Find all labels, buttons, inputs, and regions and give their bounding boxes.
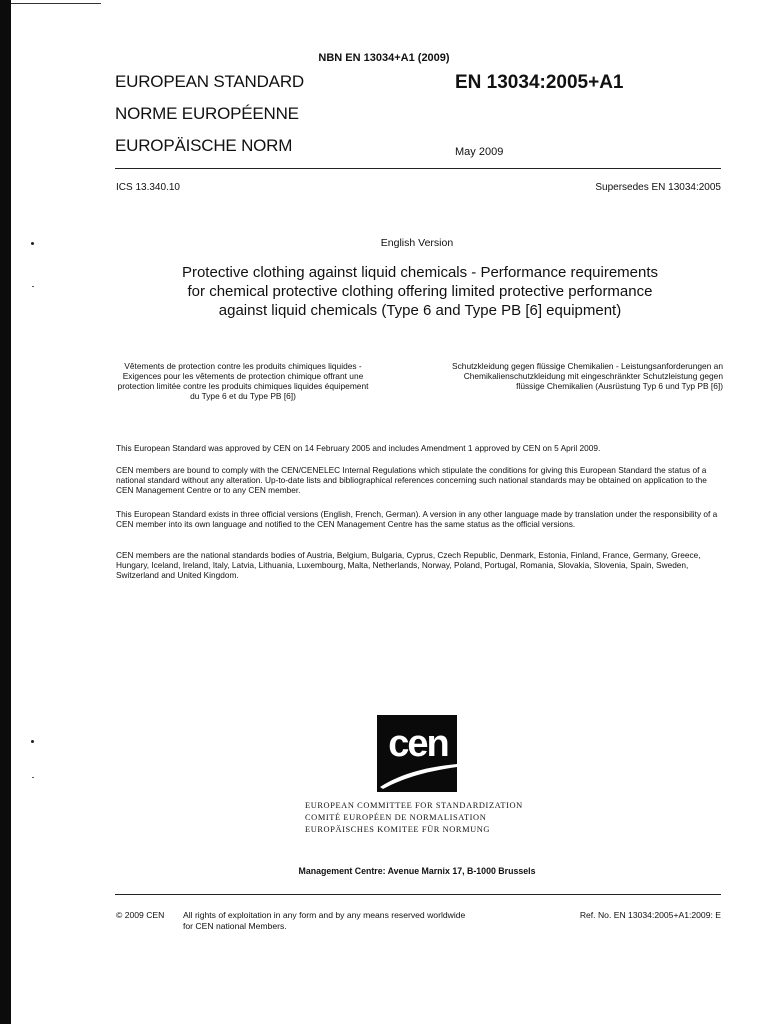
title-german: EUROPÄISCHE NORM <box>115 136 293 155</box>
copyright: © 2009 CEN <box>116 910 165 920</box>
german-title: Schutzkleidung gegen flüssige Chemikalien - Leistungsanforderungen an Chemikalienschutzkleidung mit eingeschränkter Schutzleistung gegen flüssige Chemikalien (Ausrüstung Typ 6 und Typ PB [6]) <box>452 361 723 391</box>
cen-logo-icon <box>377 715 457 792</box>
regulations-paragraph: CEN members are bound to comply with the CEN/CENELEC Internal Regulations which stipulate the conditions for giving this European Standard the status of a national standard without any alteration. Up-to-date lists and bibliographical references concerning such national standards may be obtained on application to the CEN Management Centre or to any CEN member. <box>116 465 707 496</box>
scan-speck <box>32 286 34 287</box>
members-paragraph: CEN members are the national standards bodies of Austria, Belgium, Bulgaria, Cyprus, Czech Republic, Denmark, Estonia, Finland, France, Germany, Greece, Hungary, Iceland, Ireland, Italy, Latvia, Lithuania, Luxembourg, Malta, Netherlands, Norway, Poland, Portugal, Romania, Slovakia, Slovenia, Spain, Sweden, Switzerland and United Kingdom. <box>116 550 701 581</box>
reference-number: Ref. No. EN 13034:2005+A1:2009: E <box>579 910 721 920</box>
title-french: NORME EUROPÉENNE <box>115 104 299 123</box>
publication-date: May 2009 <box>455 146 504 158</box>
standard-number: EN 13034:2005+A1 <box>455 72 624 93</box>
version-label: English Version <box>380 237 454 249</box>
scan-speck <box>32 777 34 778</box>
management-centre: Management Centre: Avenue Marnix 17, B-1000 Brussels <box>298 866 536 876</box>
rights-notice: All rights of exploitation in any form and by any means reserved worldwide for CEN national Members. <box>183 910 466 931</box>
approval-paragraph: This European Standard was approved by CEN on 14 February 2005 and includes Amendment 1 approved by CEN on 5 April 2009. <box>116 443 601 453</box>
french-title: Vêtements de protection contre les produits chimiques liquides - Exigences pour les vêtements de protection chimique offrant une protection limitée contre les produits chimiques liquides équipement du Type 6 et du Type PB [6]) <box>117 361 369 401</box>
document-code: NBN EN 13034+A1 (2009) <box>318 52 450 64</box>
ics-code: ICS 13.340.10 <box>116 182 180 193</box>
cen-logo-text: cen <box>388 723 448 765</box>
scan-speck <box>31 740 34 743</box>
supersedes-note: Supersedes EN 13034:2005 <box>595 182 721 193</box>
title-english: EUROPEAN STANDARD <box>115 72 304 91</box>
footer-divider <box>115 894 721 895</box>
scan-top-line <box>11 3 101 4</box>
versions-paragraph: This European Standard exists in three official versions (English, French, German). A version in any other language made by translation under the responsibility of a CEN member into its own language and notified to the CEN Management Centre has the same status as the official versions. <box>116 509 718 530</box>
org-name-french: COMITÉ EUROPÉEN DE NORMALISATION <box>305 813 487 822</box>
main-title: Protective clothing against liquid chemicals - Performance requirements for chemical protective clothing offering limited protective performance against liquid chemicals (Type 6 and Type PB [6] equipment) <box>181 264 659 319</box>
header-divider <box>115 168 721 169</box>
org-name-german: EUROPÄISCHES KOMITEE FÜR NORMUNG <box>305 825 491 834</box>
org-name-english: EUROPEAN COMMITTEE FOR STANDARDIZATION <box>305 801 523 810</box>
